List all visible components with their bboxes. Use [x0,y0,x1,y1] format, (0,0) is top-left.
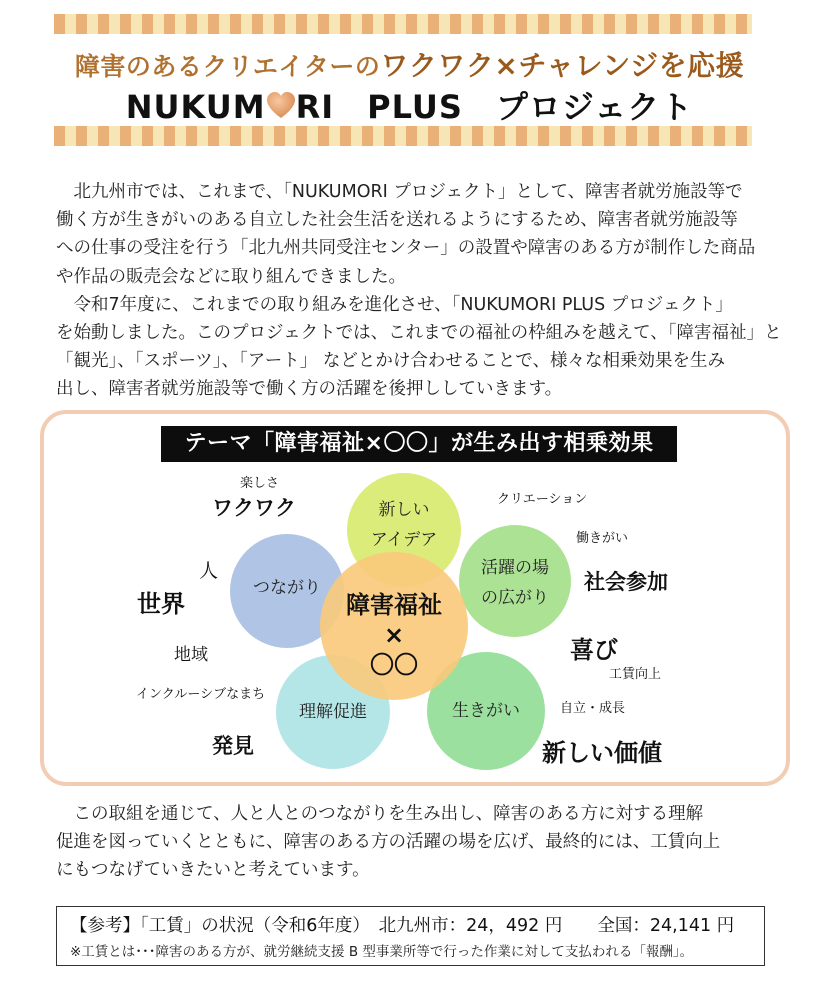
intro-line: や作品の販売会などに取り組んできました。 [56,266,406,287]
intro-paragraph [56,178,782,404]
intro-line: 北九州市では、これまで、「NUKUMORI プロジェクト」として、障害者就労施設等で [56,182,743,202]
diagram-title: テーマ「障害福祉×〇〇」が生み出す相乗効果 [161,426,677,462]
reference-wage-status: 【参考】「工賃」の状況（令和6年度） 北九州市：24，492 円 全国：24,141 円 [70,916,735,936]
word-joy: 喜び [570,636,618,664]
page-title [0,82,819,128]
word-fun: 楽しさ [240,476,280,491]
circle-label-active-place: 活躍の場 の広がり [481,558,549,608]
title-part-2: RI PLUS プロジェクト [295,88,694,126]
word-inclusive: インクルーシブなまち [136,687,266,702]
circle-label-understanding: 理解促進 [299,702,367,722]
title-part-1: NUKUM [125,88,266,126]
word-region: 地域 [174,645,208,665]
word-independence: 自立・成長 [560,701,626,716]
subtitle-prefix: 障害のあるクリエイターの [74,52,381,81]
top-decorative-stripe [54,14,752,34]
word-wage-up: 工賃向上 [609,667,662,682]
circle-label-connection: つながり [253,578,321,598]
intro-line: を始動しました。このプロジェクトでは、これまでの福祉の枠組みを越えて、「障害福祉」と [56,322,782,343]
closing-line: にもつなげていきたいと考えています。 [56,860,370,881]
center-label: 障害福祉 × 〇〇 [346,591,442,679]
word-discovery: 発見 [212,734,254,758]
word-world: 世界 [137,590,185,618]
word-work-purpose: 働きがい [576,531,629,546]
word-new-value: 新しい価値 [542,739,662,767]
bottom-decorative-stripe [54,126,752,146]
closing-paragraph [56,800,756,885]
circle-label-purpose: 生きがい [452,701,520,721]
page-subtitle [0,44,819,84]
word-creation: クリエーション [497,492,588,507]
heart-icon [266,91,296,121]
intro-line: 働く方が生きがいのある自立した社会生活を送れるようにするため、障害者就労施設等 [56,210,738,231]
intro-line: への仕事の受注を行う「北九州共同受注センター」の設置や障害のある方が制作した商品 [56,238,756,259]
intro-line: 令和7年度に、これまでの取り組みを進化させ、「NUKUMORI PLUS プロジェクト」 [56,294,733,315]
reference-note: ※工賃とは･･･障害のある方が、就労継続支援 B 型事業所等で行った作業に対して支払われる「報酬」。 [70,944,694,960]
word-wakuwaku: ワクワク [212,496,296,520]
intro-line: 「観光」、「スポーツ」、「アート」 などとかけ合わせることで、様々な相乗効果を生み [56,351,725,372]
subtitle-emphasis: ワクワク×チャレンジを応援 [380,49,745,82]
circle-label-new-idea: 新しい アイデア [370,500,438,550]
word-people: 人 [199,560,219,582]
closing-line: この取組を通じて、人と人とのつながりを生み出し、障害のある方に対する理解 [56,804,704,824]
closing-line: 促進を図っていくとともに、障害のある方の活躍の場を広げ、最終的には、工賃向上 [56,832,721,853]
word-social: 社会参加 [584,570,668,594]
intro-line: 出し、障害者就労施設等で働く方の活躍を後押ししていきます。 [56,379,563,400]
